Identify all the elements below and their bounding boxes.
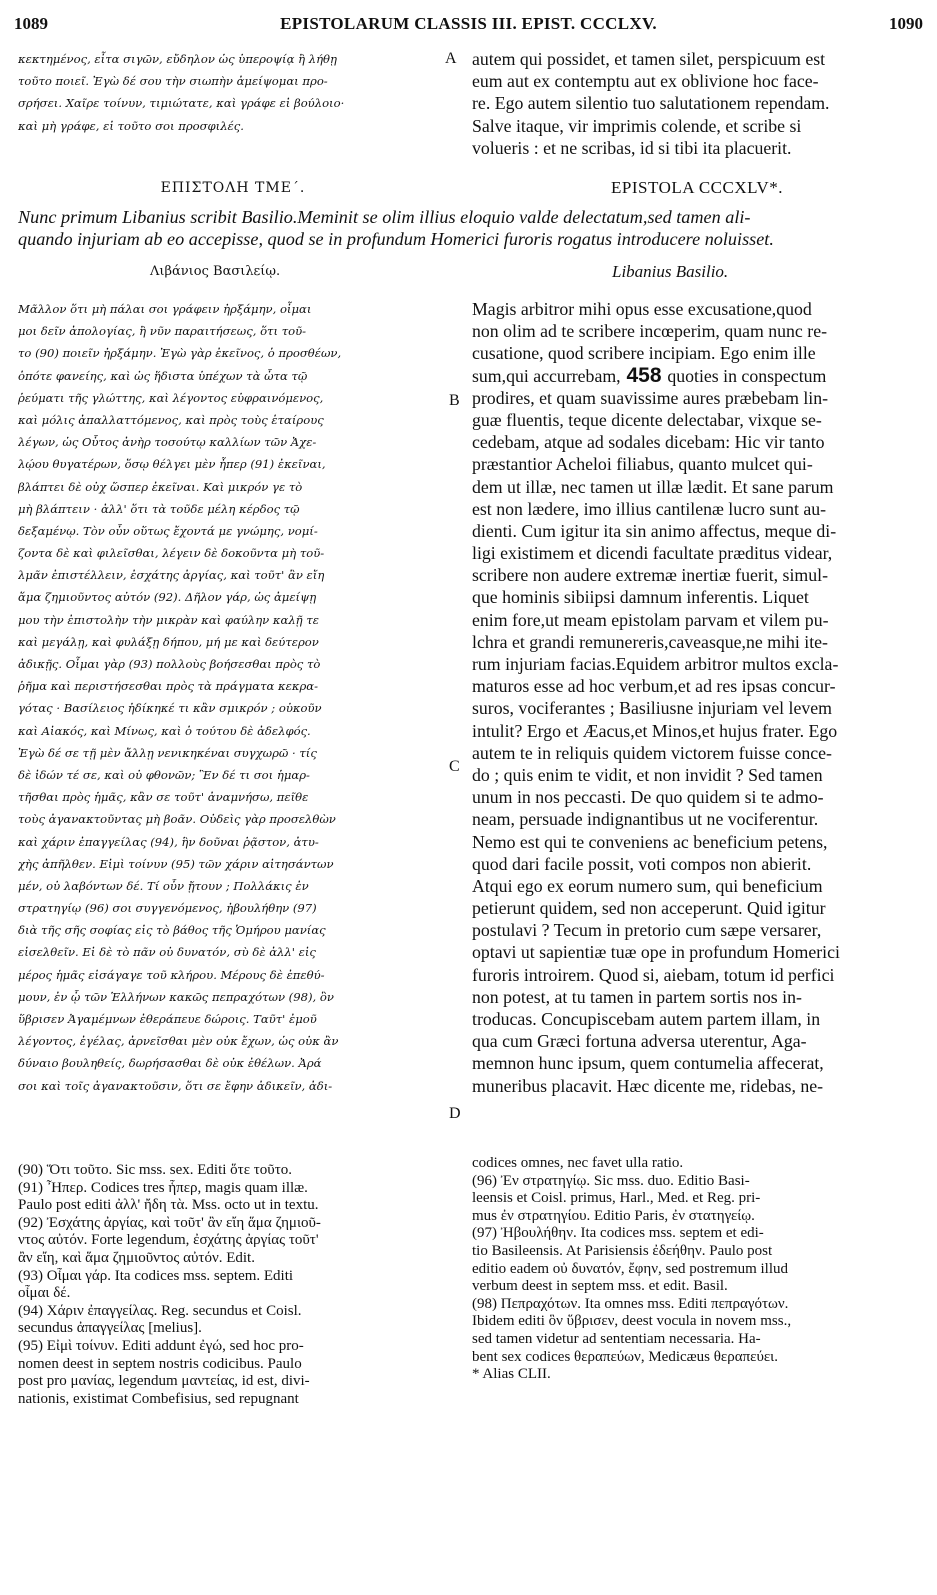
greek-text-line: τοῦτο ποιεῖ. Ἐγὼ δέ σου τὴν σιωπὴν ἀμείψομαι προ- — [18, 74, 328, 89]
greek-text-line: καὶ μὴ γράφε, εἰ τοῦτο σοι προσφιλές. — [18, 118, 244, 133]
footnote-line: sed tamen videtur ad sententiam necessaria. Ha- — [472, 1330, 761, 1347]
footnote-line: Ibidem editi ὃν ὕβρισεν, deest vocula in novem mss., — [472, 1313, 792, 1330]
footnote-line: (98) Πεπραχότων. Ita omnes mss. Editi πεπραγότων. — [472, 1295, 789, 1312]
footnote-line: ἂν εἴη, καὶ ἅμα ζημιοῦντος αὐτόν. Edit. — [18, 1249, 255, 1266]
footnote-line: (94) Χάριν ἐπαγγείλας. Reg. secundus et Coisl. — [18, 1302, 302, 1319]
latin-text-line: Salve itaque, vir imprimis colende, et scribe si — [472, 115, 802, 136]
footnote-line: (91) Ἦπερ. Codices tres ἧπερ, magis quam illæ. — [18, 1179, 308, 1196]
latin-text-line: rum injuriam facias.Equidem arbitror multos excla- — [472, 654, 839, 674]
latin-text-line: cedebam, atque ad sodales dicebam: Hic vir tanto — [472, 432, 825, 453]
latin-text-line: prodires, et quam suavissime aures præbebam lin- — [472, 387, 829, 408]
greek-text-line: ὕβρισεν Ἀγαμέμνων ἐθεράπευε δώροις. Ταῦτ' ἐμοῦ — [18, 1012, 317, 1026]
footnote-line: codices omnes, nec favet ulla ratio. — [472, 1155, 684, 1171]
greek-text-line: ὁπότε φανείης, καὶ ὡς ἥδιστα ὑπέχων τὰ ὦτα τῷ — [18, 368, 308, 383]
latin-text-line: guæ fluentis, teque dicente delectabar, vixque se- — [472, 409, 822, 430]
latin-text-line: est non lædere, imo illius cantilenæ lucro sunt au- — [472, 498, 827, 519]
greek-text-line: μοι δεῖν ἀπολογίας, ἢ νῦν παραιτήσεως, ὅτι τοῦ- — [18, 324, 307, 339]
latin-text-line: re. Ego autem silentio tuo salutationem rependam. — [472, 93, 830, 114]
latin-text-line: intulit? Ergo et Æacus,et Minos,et hujus frater. Ego — [472, 720, 838, 741]
latin-text-line: cusatione, quod scribere incipiam. Ego enim ille — [472, 343, 816, 364]
footnote-line: (95) Εἰμὶ τοίνυν. Editi addunt ἐγώ, sed hoc pro- — [18, 1337, 304, 1354]
latin-line-tail: quoties in conspectum — [667, 365, 827, 386]
greek-text-line: καὶ Αἰακός, καὶ Μίνως, καὶ ὁ τούτου δὲ ἀδελφός. — [18, 723, 311, 738]
latin-text-column — [472, 298, 924, 1097]
margin-letter-b: B — [449, 392, 460, 409]
footnote-line: mus ἐν στρατηγίου. Editio Paris, ἐν στατηγείῳ. — [472, 1207, 755, 1224]
letter-heading-greek: ΕΠΙΣΤΟΛΗ ΤΜΕ΄. — [160, 180, 306, 196]
latin-text-line: scribere non audere extremæ inertiæ fuerit, simul- — [472, 565, 828, 586]
greek-text-line: δὲ ἰδών τέ σε, καὶ οὐ φθονῶν; Ἓν δέ τι σοι ἡμαρ- — [18, 767, 310, 782]
latin-text-line: eum aut ex contemptu aut ex oblivione hoc face- — [472, 71, 819, 92]
footnote-line: (92) Ἐσχάτης ἀργίας, καὶ τοῦτ' ἂν εἴη ἅμα ζημιοῦ- — [18, 1214, 321, 1231]
latin-text-line: quod dari facile possit, voti compos non abierit. — [472, 853, 812, 874]
footnote-line: οἶμαι δέ. — [18, 1285, 71, 1302]
greek-text-line: καὶ μόλις ἀπαλλαττόμενος, καὶ πρὸς τοὺς ἑταίρους — [18, 412, 324, 427]
salutation-latin: Libanius Basilio. — [612, 262, 729, 281]
footnote-line: post pro μανίας, legendum μαντείας, id est, divi- — [18, 1373, 310, 1390]
latin-text-line: muneribus placavit. Hæc dicente me, ridebas, ne- — [472, 1075, 824, 1096]
salutation-greek: Λιβάνιος Βασιλείῳ. — [150, 264, 281, 279]
greek-text-line: Μᾶλλον ὅτι μὴ πάλαι σοι γράφειν ἠρξάμην, οἶμαι — [18, 302, 312, 316]
latin-text-line: optavi ut sapientiæ tuæ ope in profundum Homerici — [472, 942, 840, 963]
greek-text-line: καὶ μεγάλῃ, καὶ φυλάξῃ δήπου, μή με καὶ δεύτερον — [18, 634, 319, 649]
greek-text-line: δύναιο βουληθείς, δωρήσασθαι δὲ οὐκ ἐθέλων. Ἀρά — [18, 1056, 322, 1071]
footnote-line: leensis et Coisl. primus, Harl., Med. et Reg. pri- — [472, 1190, 761, 1207]
running-title: EPISTOLARUM CLASSIS III. EPIST. CCCLXV. — [280, 14, 657, 33]
latin-text-line: non potest, at tu tamen in partem sortis nos in- — [472, 986, 802, 1007]
latin-text-line: sum,qui accurrebam, 458 quoties in conspectum — [472, 364, 827, 387]
latin-text-line: que hominis sibiipsi damnum inferentis. Liquet — [472, 587, 809, 608]
greek-text-line: σοι καὶ τοῖς ἀγανακτοῦσιν, ὅτι σε ἔφην ἀδικεῖν, ἀδι- — [18, 1078, 333, 1093]
footnote-line: secundus ἀπαγγείλας [melius]. — [18, 1320, 202, 1337]
latin-text-line: Magis arbitror mihi opus esse excusatione,quod — [472, 299, 812, 319]
greek-text-line: Ἐγὼ δέ σε τῇ μὲν ἄλλῃ νενικηκέναι συγχωρῶ · τίς — [18, 745, 317, 760]
greek-text-line: καὶ χάριν ἐπαγγείλας (94), ἣν δοῦναι ῥᾷστον, ἀτυ- — [18, 834, 319, 849]
greek-text-line: το (90) ποιεῖν ἠρξάμην. Ἐγὼ γὰρ ἐκεῖνος, ὁ προσθέων, — [18, 346, 342, 361]
latin-text-line: petierunt quidem, sed non acceperunt. Quid igitur — [472, 898, 826, 919]
latin-text-line: furoris introirem. Quod si, aiebam, totum id perfici — [472, 964, 835, 985]
greek-text-line: τῆσθαι πρὸς ἡμᾶς, κἂν σε τοῦτ' ἀναμνήσω, πεῖθε — [18, 790, 309, 805]
greek-text-line: ἀδικῇς. Οἶμαι γὰρ (93) πολλοὺς βοήσεσθαι πρὸς τὸ — [18, 657, 321, 671]
greek-text-line: μέν, οὐ λαβόντων δέ. Τί οὖν ᾔτουν ; Πολλάκις ἐν — [18, 878, 309, 893]
latin-text-line: non olim ad te scribere incœperim, quam nunc re- — [472, 321, 828, 342]
latin-text-line: Nemo est qui te conveniens ac beneficium petens, — [472, 831, 828, 852]
latin-text-line: autem qui possidet, et tamen silet, perspicuum est — [472, 49, 826, 69]
prev-letter-latin — [472, 48, 922, 159]
greek-text-line: λμᾶν ἐπιστέλλειν, ἐσχάτης ἀργίας, καὶ τοῦτ' ἂν εἴη — [18, 568, 325, 583]
page-number-left: 1089 — [14, 14, 48, 33]
footnote-line: nomen deest in septem nostris codicibus. Paulo — [18, 1355, 302, 1372]
greek-text-line: μου τὴν ἐπιστολὴν τὴν μικρὰν καὶ φαύλην καλῇ τε — [18, 612, 319, 627]
footnote-line: nationis, existimat Combefisius, sed repugnant — [18, 1390, 299, 1407]
footnote-line: ντος αὐτόν. Forte legendum, ἐσχάτης ἀργίας τοῦτ' — [18, 1232, 319, 1249]
greek-text-line: μέρος ἡμᾶς εἰσάγαγε τοῦ κλήρου. Μέρους δὲ ἐπεθύ- — [18, 967, 325, 982]
latin-text-line: unum in nos peccasti. De quo quidem si te admo- — [472, 787, 824, 808]
greek-text-line: στρατηγίῳ (96) σοι συγγενόμενος, ἠβουλήθην (97) — [18, 901, 317, 916]
margin-letter-c: C — [449, 758, 460, 775]
margin-letter-a: A — [445, 50, 457, 67]
margin-letter-d: D — [449, 1105, 461, 1122]
footnote-line: Paulo post editi ἀλλ' ἤδη τὰ. Mss. octo ut in textu. — [18, 1197, 319, 1214]
prev-letter-greek — [18, 48, 438, 137]
running-head — [14, 14, 923, 40]
greek-text-line: μουν, ἐν ᾧ τῶν Ἑλλήνων κακῶς πεπραχότων (98), ὃν — [18, 989, 334, 1004]
greek-text-line: ζοντα δὲ καὶ φιλεῖσθαι, λέγειν δὲ δοκοῦντα μὴ τοῦ- — [18, 546, 325, 561]
latin-text-line: enim fore,ut meam epistolam parvam et vilem pu- — [472, 609, 829, 630]
latin-text-line: dienti. Cum igitur ita sin animo affectus, meque di- — [472, 520, 837, 541]
latin-text-line: Atqui ego ex eorum numero sum, qui beneficium — [472, 875, 823, 896]
footnote-line: bent sex codices θεραπεύων, Medicæus θεραπεύει. — [472, 1348, 778, 1365]
footnotes-right — [472, 1155, 924, 1384]
greek-text-line: γότας · Βασίλειος ἠδίκηκέ τι κἂν σμικρόν ; οὐκοῦν — [18, 701, 322, 716]
greek-text-line: μὴ βλάπτειν · ἀλλ' ὅτι τὰ τοῦδε μέλη κέρδος τῷ — [18, 501, 300, 516]
greek-text-line: λέγοντος, ἐγέλας, ἀρνεῖσθαι μὲν οὐκ ἔχων, ὡς οὐκ ἂν — [18, 1034, 339, 1049]
footnotes-left — [18, 1162, 458, 1408]
inline-page-number: 458 — [620, 364, 668, 387]
greek-text-line: χὴς ἀπῆλθεν. Εἰμὶ τοίνυν (95) τῶν χάριν αἰτησάντων — [18, 856, 334, 871]
footnote-line: verbum deest in septem mss. et edit. Basil. — [472, 1278, 728, 1295]
latin-text-line: postulavi ? Tecum in pretorio cum sæpe versarer, — [472, 920, 822, 941]
greek-text-line: εἰσελθεῖν. Εἰ δὲ τὸ πᾶν οὐ δυνατόν, σὺ δὲ ἀλλ' εἰς — [18, 945, 316, 960]
latin-text-line: ligi existimem et dicendi facultate præditus videar, — [472, 543, 833, 564]
greek-text-line: τοὺς ἀγανακτοῦντας μὴ βοᾶν. Οὐδεὶς γὰρ προσελθὼν — [18, 812, 336, 827]
greek-text-line: λέγων, ὡς Οὗτος ἀνὴρ τοσούτῳ καλλίων τῶν Ἀχε- — [18, 435, 317, 450]
footnote-line: editio eadem οὐ δυνατόν, ἔφην, sed postremum illud — [472, 1260, 788, 1277]
greek-text-line: κεκτημένος, εἶτα σιγῶν, εὔδηλον ὡς ὑπεροψίᾳ ἢ λήθῃ — [18, 52, 337, 66]
greek-text-line: ἅμα ζημιοῦντος αὐτόν (92). Δῆλον γάρ, ὡς ἀμείψῃ — [18, 590, 317, 605]
greek-text-line: βλάπτει δὲ οὐχ ὥσπερ ἐκεῖναι. Καὶ μικρόν γε τὸ — [18, 479, 303, 494]
greek-text-line: ῥῆμα καὶ περιστήσεσθαι πρὸς τὰ πράγματα κεκρα- — [18, 679, 319, 694]
latin-text-line: memnon hunc ipsum, quem contumelia affecerat, — [472, 1053, 824, 1074]
summary-line: quando injuriam ab eo accepisse, quod se in profundum Homerici furoris rogatus introducere noluisset. — [18, 229, 774, 250]
latin-text-line: maturos esse ad hoc verbum,et ad res ipsas concur- — [472, 676, 836, 697]
footnote-line: * Alias CLII. — [472, 1366, 551, 1383]
letter-summary — [18, 206, 921, 250]
greek-text-line: σρήσει. Χαῖρε τοίνυν, τιμιώτατε, καὶ γράφε εἰ βούλοιο· — [18, 96, 345, 111]
letter-heading-latin: EPISTOLA CCCXLV*. — [611, 178, 783, 197]
latin-text-line: dem ut illæ, nec tamen ut illæ lædit. Et sane parum — [472, 476, 834, 497]
greek-text-line: διὰ τῆς σῆς σοφίας εἰς τὸ βάθος τῆς Ὁμήρου μανίας — [18, 923, 326, 938]
greek-text-column — [18, 298, 438, 1097]
latin-text-line: volueris : et ne scribas, id si tibi ita placuerit. — [472, 137, 792, 158]
latin-text-line: do ; quis enim te vidit, et non invidit ? Sed tamen — [472, 764, 823, 785]
footnote-line: (96) Ἐν στρατηγίῳ. Sic mss. duo. Editio Basi- — [472, 1172, 750, 1189]
latin-text-line: qua cum Græci fortuna adversa uterentur, Aga- — [472, 1031, 807, 1052]
latin-text-line: autem te in reliquis quidem victorem fuisse conce- — [472, 742, 832, 763]
footnote-line: (97) Ἠβουλήθην. Ita codices mss. septem et edi- — [472, 1225, 764, 1242]
latin-text-line: præstantior Acheloi filiabus, quanto mulcet qui- — [472, 454, 813, 475]
page-number-right: 1090 — [889, 14, 923, 33]
latin-text-line: neam, persuade indignantibus ut ne vociferentur. — [472, 809, 819, 830]
summary-line: Nunc primum Libanius scribit Basilio.Meminit se olim illius eloquio valde delectatum,sed tamen ali- — [18, 207, 751, 227]
greek-text-line: λῴου θυγατέρων, ὅσῳ θέλγει μὲν ἦπερ (91) ἐκεῖναι, — [18, 457, 326, 472]
latin-text-line: suros, vociferantes ; Basiliusne injuriam vel levem — [472, 698, 832, 719]
greek-text-line: ῥεύματι τῆς γλώττης, καὶ λέγοντος εὐφραινόμενος, — [18, 390, 324, 405]
footnote-line: tio Basileensis. At Parisiensis ἐδεήθην. Paulo post — [472, 1242, 773, 1259]
latin-text-line: troducas. Concupiscebam autem partem illam, in — [472, 1009, 821, 1029]
greek-text-line: δεξαμένῳ. Τὸν οὖν οὕτως ἔχοντά με γνώμης, νομί- — [18, 523, 318, 538]
footnote-line: (90) Ὅτι τοῦτο. Sic mss. sex. Editi ὅτε τοῦτο. — [18, 1162, 292, 1178]
latin-text-line: lchra et grandi remunereris,caveasque,ne mihi ite- — [472, 631, 828, 652]
footnote-line: (93) Οἶμαι γάρ. Ita codices mss. septem. Editi — [18, 1267, 294, 1284]
